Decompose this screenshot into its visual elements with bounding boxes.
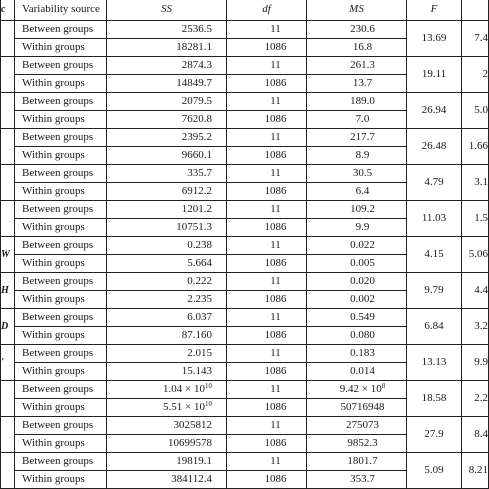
variability-source-cell: Between groups (15, 201, 107, 219)
df-cell: 11 (227, 309, 307, 327)
df-cell: 11 (227, 129, 307, 147)
variability-source-cell: Within groups (15, 39, 107, 57)
header-indicator: c (1, 0, 15, 21)
indicator-cell (1, 57, 15, 93)
header-p (462, 0, 489, 21)
header-ms: MS (307, 0, 407, 21)
table-row (1, 237, 489, 255)
ss-cell: 7620.8 (107, 111, 227, 129)
ms-cell: 16.8 (307, 39, 407, 57)
table-row (1, 129, 489, 147)
ss-cell: 10751.3 (107, 219, 227, 237)
ms-cell: 353.7 (307, 471, 407, 489)
df-cell: 11 (227, 21, 307, 39)
ss-cell-exponent: 10 (205, 382, 212, 390)
p-value-cell: 3.2 (462, 309, 489, 345)
ms-cell: 0.014 (307, 363, 407, 381)
ss-cell-mantissa: 5.51 × 10 (163, 401, 205, 413)
ss-cell-mantissa: 1.04 × 10 (163, 383, 205, 395)
ss-cell: 18281.1 (107, 39, 227, 57)
variability-source-cell: Within groups (15, 183, 107, 201)
variability-source-cell: Within groups (15, 363, 107, 381)
indicator-cell (1, 417, 15, 453)
f-value-cell: 19.11 (407, 57, 462, 93)
p-value-cell: 4.4 (462, 273, 489, 309)
table-row (1, 345, 489, 363)
ss-cell-exponent: 10 (205, 400, 212, 408)
ss-cell: 2395.2 (107, 129, 227, 147)
indicator-cell (1, 453, 15, 489)
ss-cell: 2.235 (107, 291, 227, 309)
indicator-cell (1, 201, 15, 237)
header-df: df (227, 0, 307, 21)
df-cell: 1086 (227, 75, 307, 93)
df-cell: 11 (227, 453, 307, 471)
variability-source-cell: Within groups (15, 399, 107, 417)
ms-cell: 109.2 (307, 201, 407, 219)
ms-cell: 50716948 (307, 399, 407, 417)
variability-source-cell: Within groups (15, 75, 107, 93)
p-value-cell: 9.9 (462, 345, 489, 381)
ms-cell: 261.3 (307, 57, 407, 75)
df-cell: 11 (227, 273, 307, 291)
variability-source-cell: Between groups (15, 453, 107, 471)
df-cell: 11 (227, 201, 307, 219)
f-value-cell: 18.58 (407, 381, 462, 417)
df-cell: 1086 (227, 219, 307, 237)
ms-cell: 9.9 (307, 219, 407, 237)
variability-source-cell: Within groups (15, 111, 107, 129)
p-value-cell: 8.4 (462, 417, 489, 453)
indicator-cell (1, 129, 15, 165)
df-cell: 11 (227, 237, 307, 255)
ss-cell: 5.664 (107, 255, 227, 273)
p-value-cell: 1.5 (462, 201, 489, 237)
df-cell: 1086 (227, 39, 307, 57)
df-cell: 1086 (227, 183, 307, 201)
ss-cell: 3025812 (107, 417, 227, 435)
ss-cell: 19819.1 (107, 453, 227, 471)
ss-cell: 9660.1 (107, 147, 227, 165)
ms-cell: 217.7 (307, 129, 407, 147)
df-cell: 11 (227, 381, 307, 399)
ms-cell: 13.7 (307, 75, 407, 93)
ms-cell-exponent: 8 (381, 382, 386, 390)
indicator-cell (1, 381, 15, 417)
table-row (1, 453, 489, 471)
df-cell: 11 (227, 165, 307, 183)
indicator-cell (1, 165, 15, 201)
variability-source-cell: Between groups (15, 381, 107, 399)
table-row (1, 273, 489, 291)
ms-cell: 0.022 (307, 237, 407, 255)
ms-cell: 6.4 (307, 183, 407, 201)
df-cell: 1086 (227, 327, 307, 345)
ss-cell: 384112.4 (107, 471, 227, 489)
df-cell: 11 (227, 345, 307, 363)
header-row (1, 0, 489, 21)
table-row (1, 417, 489, 435)
ms-cell: 0.020 (307, 273, 407, 291)
table-row (1, 21, 489, 39)
ms-cell: 189.0 (307, 93, 407, 111)
df-cell: 11 (227, 57, 307, 75)
f-value-cell: 4.79 (407, 165, 462, 201)
table-body (1, 21, 489, 489)
variability-source-cell: Within groups (15, 435, 107, 453)
p-value-cell: 7.4 (462, 21, 489, 57)
p-value-cell: 5.06 (462, 237, 489, 273)
ss-cell: 0.222 (107, 273, 227, 291)
df-cell: 1086 (227, 471, 307, 489)
ms-cell: 7.0 (307, 111, 407, 129)
variability-source-cell: Between groups (15, 57, 107, 75)
ss-cell (107, 381, 227, 399)
ms-cell: 0.549 (307, 309, 407, 327)
variability-source-cell: Within groups (15, 327, 107, 345)
f-value-cell: 26.48 (407, 129, 462, 165)
p-value-cell: 5.0 (462, 93, 489, 129)
ss-cell: 6.037 (107, 309, 227, 327)
df-cell: 1086 (227, 291, 307, 309)
variability-source-cell: Within groups (15, 471, 107, 489)
ms-cell: 0.080 (307, 327, 407, 345)
df-cell: 1086 (227, 147, 307, 165)
ms-cell: 30.5 (307, 165, 407, 183)
indicator-cell: W (1, 237, 15, 273)
indicator-cell (1, 93, 15, 129)
variability-source-cell: Between groups (15, 129, 107, 147)
variability-source-cell: Within groups (15, 255, 107, 273)
f-value-cell: 11.03 (407, 201, 462, 237)
ss-cell: 87.160 (107, 327, 227, 345)
ms-cell: 230.6 (307, 21, 407, 39)
p-value-cell: 2.2 (462, 381, 489, 417)
p-value-cell: 1.66 (462, 129, 489, 165)
f-value-cell: 4.15 (407, 237, 462, 273)
df-cell: 1086 (227, 435, 307, 453)
table-row (1, 165, 489, 183)
ms-cell (307, 381, 407, 399)
ss-cell: 14849.7 (107, 75, 227, 93)
indicator-cell: D (1, 309, 15, 345)
ss-cell: 2.015 (107, 345, 227, 363)
ms-cell: 0.183 (307, 345, 407, 363)
ss-cell: 0.238 (107, 237, 227, 255)
df-cell: 11 (227, 93, 307, 111)
ss-cell: 15.143 (107, 363, 227, 381)
variability-source-cell: Between groups (15, 165, 107, 183)
variability-source-cell: Between groups (15, 21, 107, 39)
table-row (1, 201, 489, 219)
header-variability-source: Variability source (15, 0, 107, 21)
variability-source-cell: Between groups (15, 345, 107, 363)
table-row (1, 57, 489, 75)
table-row (1, 309, 489, 327)
indicator-cell: H (1, 273, 15, 309)
header-ss: SS (107, 0, 227, 21)
ss-cell: 2536.5 (107, 21, 227, 39)
variability-source-cell: Within groups (15, 291, 107, 309)
ms-cell: 0.002 (307, 291, 407, 309)
df-cell: 1086 (227, 255, 307, 273)
ms-cell: 9852.3 (307, 435, 407, 453)
f-value-cell: 5.09 (407, 453, 462, 489)
ss-cell: 6912.2 (107, 183, 227, 201)
df-cell: 11 (227, 417, 307, 435)
f-value-cell: 13.69 (407, 21, 462, 57)
p-value-cell: 2 (462, 57, 489, 93)
p-value-cell: 8.21 (462, 453, 489, 489)
f-value-cell: 9.79 (407, 273, 462, 309)
table-row (1, 381, 489, 399)
ms-cell: 8.9 (307, 147, 407, 165)
f-value-cell: 26.94 (407, 93, 462, 129)
ss-cell (107, 399, 227, 417)
f-value-cell: 13.13 (407, 345, 462, 381)
ss-cell: 10699578 (107, 435, 227, 453)
df-cell: 1086 (227, 111, 307, 129)
ss-cell: 1201.2 (107, 201, 227, 219)
variability-source-cell: Between groups (15, 309, 107, 327)
variability-source-cell: Between groups (15, 93, 107, 111)
ss-cell: 335.7 (107, 165, 227, 183)
df-cell: 1086 (227, 363, 307, 381)
f-value-cell: 6.84 (407, 309, 462, 345)
table-row (1, 93, 489, 111)
p-value-cell: 3.1 (462, 165, 489, 201)
ss-cell: 2079.5 (107, 93, 227, 111)
variability-source-cell: Between groups (15, 273, 107, 291)
indicator-cell (1, 21, 15, 57)
f-value-cell: 27.9 (407, 417, 462, 453)
indicator-cell: ' (1, 345, 15, 381)
variability-source-cell: Within groups (15, 147, 107, 165)
header-f: F (407, 0, 462, 21)
ss-cell: 2874.3 (107, 57, 227, 75)
ms-cell-mantissa: 9.42 × 10 (339, 383, 382, 395)
variability-source-cell: Within groups (15, 219, 107, 237)
ms-cell: 1801.7 (307, 453, 407, 471)
variability-source-cell: Between groups (15, 417, 107, 435)
df-cell: 1086 (227, 399, 307, 417)
ms-cell: 0.005 (307, 255, 407, 273)
ms-cell: 275073 (307, 417, 407, 435)
variability-source-cell: Between groups (15, 237, 107, 255)
